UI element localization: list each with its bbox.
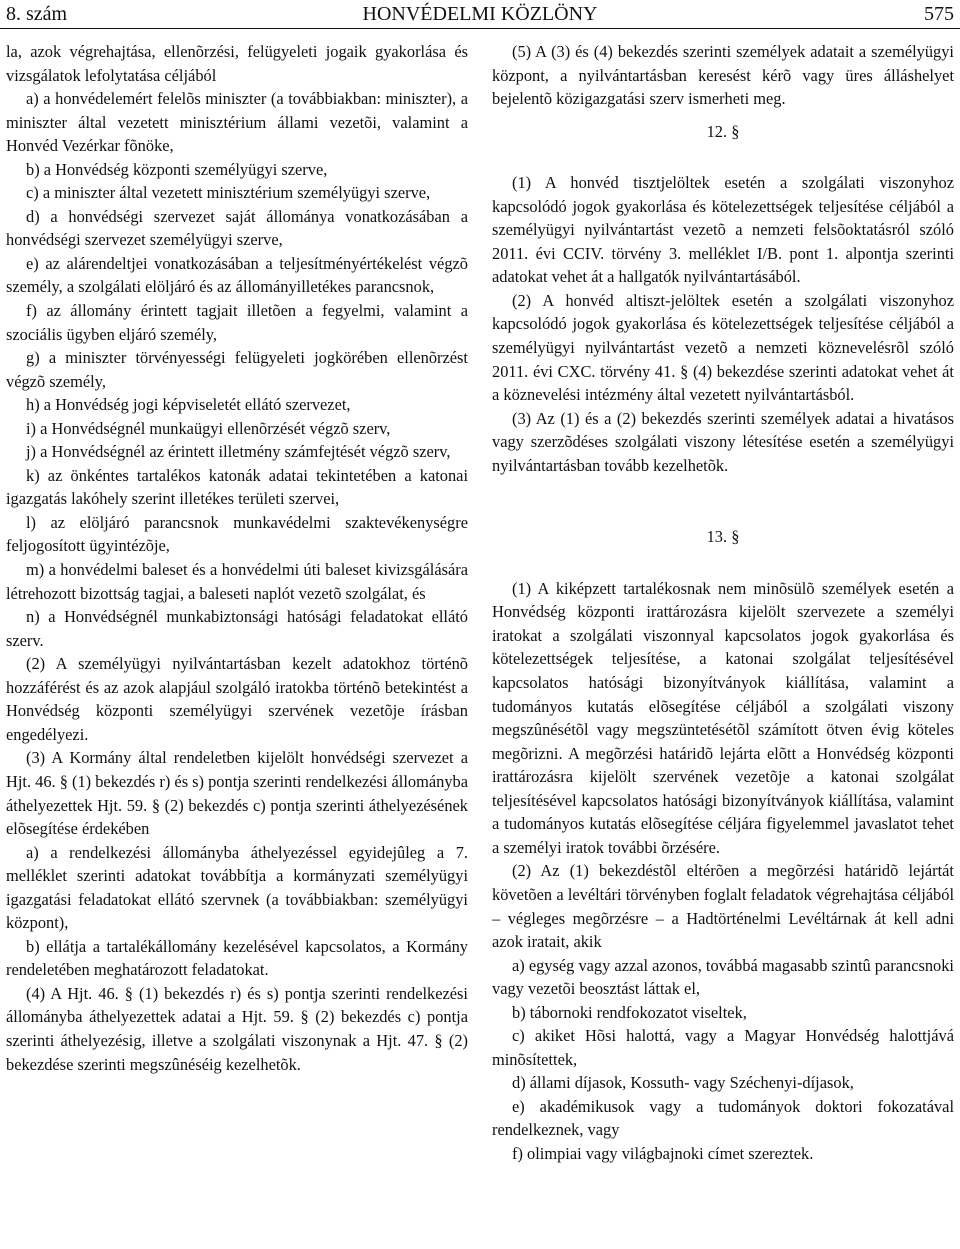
list-item: a) egység vagy azzal azonos, továbbá magasabb szintû parancsnoki vagy vezetõi beosztást láttak el,: [492, 955, 954, 999]
right-column: [492, 40, 954, 1166]
section-heading-12: 12. §: [706, 121, 740, 141]
list-item: e) az alárendeltjei vonatkozásában a teljesítményértékelést végzõ személy, a szolgálati elöljáró és az állományilletékes parancsnok,: [6, 253, 468, 297]
page-number: 575: [924, 3, 954, 25]
list-item: n) a Honvédségnél munkabiztonsági hatósági feladatokat ellátó szerv.: [6, 607, 468, 650]
list-item: b) a Honvédség központi személyügyi szerve,: [26, 159, 328, 179]
list-item: c) a miniszter által vezetett minisztérium személyügyi szerve,: [26, 183, 431, 203]
list-item: c) akiket Hõsi halottá, vagy a Magyar Honvédség halottjává minõsítettek,: [492, 1026, 954, 1069]
list-item: f) az állomány érintett tagjait illetõen a fegyelmi, valamint a szociális ügyben eljáró személy,: [6, 301, 468, 344]
list-item: f) olimpiai vagy világbajnoki címet szereztek.: [512, 1143, 814, 1163]
paragraph: (2) A személyügyi nyilvántartásban kezelt adatokhoz történõ hozzáférést és az azok alapjául szolgáló iratokba történõ betekintést a Honvédség központi személyügyi szervének vezetõje írásban engedélyezi.: [6, 654, 468, 744]
list-item: m) a honvédelmi baleset és a honvédelmi úti baleset kivizsgálására létrehozott bizottság tagjai, a baleseti naplót vezetõ szolgálat, és: [6, 560, 468, 603]
header-rule: [0, 28, 960, 29]
list-item: h) a Honvédség jogi képviseletét ellátó szervezet,: [26, 395, 351, 415]
list-item: d) állami díjasok, Kossuth- vagy Széchenyi-díjasok,: [512, 1073, 854, 1093]
paragraph: la, azok végrehajtása, ellenõrzési, felügyeleti jogaik gyakorlása és vizsgálatok lefolytatása céljából: [6, 42, 468, 85]
list-item: d) a honvédségi szervezet saját állománya vonatkozásában a honvédségi szervezet személyügyi szerve,: [6, 206, 468, 250]
list-item: j) a Honvédségnél az érintett illetmény számfejtését végzõ szerv,: [26, 442, 451, 462]
list-item: a) a honvédelemért felelõs miniszter (a továbbiakban: miniszter), a miniszter által vezetett minisztérium állami vezetõi, valamint a Honvéd Vezérkar fõnöke,: [6, 89, 468, 156]
paragraph: (5) A (3) és (4) bekezdés szerinti személyek adatait a személyügyi központ, a nyilvántartásban keresést kérõ vagy üres álláshelyet bejelentõ közigazgatási szerv ismerheti meg.: [492, 42, 954, 109]
list-item: k) az önkéntes tartalékos katonák adatai tekintetében a katonai igazgatás lakóhely szerint illetékes területi szervei,: [6, 465, 468, 509]
section-heading-13: 13. §: [706, 527, 740, 547]
issue-number: 8. szám: [6, 3, 68, 25]
paragraph: (1) A honvéd tisztjelöltek esetén a szolgálati viszonyhoz kapcsolódó jogok gyakorlása és kötelezettségek teljesítése céljából a személyügyi nyilvántartást vezetõ a nemzeti felsõoktatásról szóló 2011. évi CCIV. törvény 3. melléklet I/B. pont 1. alpontja szerinti adatokat vehet át a hallgatók nyilvántartásából.: [492, 173, 954, 287]
list-item: l) az elöljáró parancsnok munkavédelmi szaktevékenységre feljogosított ügyintézõje,: [6, 512, 468, 556]
paragraph: (3) Az (1) és a (2) bekezdés szerinti személyek adatai a hivatásos vagy szerzõdéses szolgálati viszony létesítése esetén a személyügyi nyilvántartásban tovább kezelhetõk.: [492, 408, 954, 475]
list-item: i) a Honvédségnél munkaügyi ellenõrzését végzõ szerv,: [26, 418, 391, 438]
paragraph: (4) A Hjt. 46. § (1) bekezdés r) és s) pontja szerinti rendelkezési állományba áthelyezettek adatai a Hjt. 59. § (2) bekezdés c) pontja szerinti áthelyezésig, illetve a szolgálati viszonynak a Hjt. 47. § (2) bekezdése szerinti megszûnéséig kezelhetõk.: [6, 983, 468, 1074]
left-column: [6, 40, 468, 1076]
list-item: e) akadémikusok vagy a tudományok doktori fokozatával rendelkeznek, vagy: [492, 1096, 954, 1140]
list-item: g) a miniszter törvényességi felügyeleti jogkörében ellenõrzést végzõ személy,: [6, 348, 468, 391]
journal-title: HONVÉDELMI KÖZLÖNY: [362, 3, 598, 25]
paragraph: (1) A kiképzett tartalékosnak nem minõsülõ személyek esetén a Honvédség központi irattározásra kijelölt szervezete a személyi iratokat a szolgálati viszonnyal kapcsolatos jogok gyakorlása és kötelezettségek teljesítése, a katonai szolgálat teljesítésével kapcsolatos hatósági bizonyítványok kiállítása, valamint a tudományos kutatás elõsegítése céljából a szolgálati viszony megszûnésétõl vagy megszüntetésétõl számított ötven évig köteles megõrizni. A megõrzési határidõ lejárta elõtt a Honvédség központi irattározásra kijelölt szervének vezetõje a katonai szolgálat teljesítésével kapcsolatos hatósági bizonyítványok kiállítása, valamint a tudományos kutatás elõsegítése céljára figyelemmel javaslatot tehet a személyi iratok további õrzésére.: [492, 578, 954, 857]
page-header: [0, 0, 960, 30]
paragraph: (3) A Kormány által rendeletben kijelölt honvédségi szervezet a Hjt. 46. § (1) bekezdés r) és s) pontja szerinti rendelkezési állományba áthelyezettek Hjt. 59. § (2) bekezdés c) pontja szerinti áthelyezésének elõsegítése érdekében: [6, 748, 468, 839]
list-item: b) ellátja a tartalékállomány kezelésével kapcsolatos, a Kormány rendeletében meghatározott feladatokat.: [6, 936, 468, 980]
list-item: b) tábornoki rendfokozatot viseltek,: [512, 1002, 747, 1022]
paragraph: (2) Az (1) bekezdéstõl eltérõen a megõrzési határidõ lejártát követõen a levéltári törvényben foglalt feladatok végrehajtása céljából – végleges megõrzésre – a Hadtörténelmi Levéltárnak át kell adni azok iratait, akik: [492, 861, 954, 952]
list-item: a) a rendelkezési állományba áthelyezéssel egyidejûleg a 7. melléklet szerinti adatokat továbbítja a kormányzati személyügyi igazgatási feladatokat ellátó szervnek (a továbbiakban: személyügyi központ),: [6, 842, 468, 933]
paragraph: (2) A honvéd altiszt-jelöltek esetén a szolgálati viszonyhoz kapcsolódó jogok gyakorlása és kötelezettségek teljesítése céljából a személyügyi nyilvántartást vezetõ a nemzeti köznevelésrõl szóló 2011. évi CXC. törvény 41. § (4) bekezdése szerinti adatokat vehet át a köznevelési intézmény által vezetett nyilvántartásból.: [492, 290, 954, 405]
